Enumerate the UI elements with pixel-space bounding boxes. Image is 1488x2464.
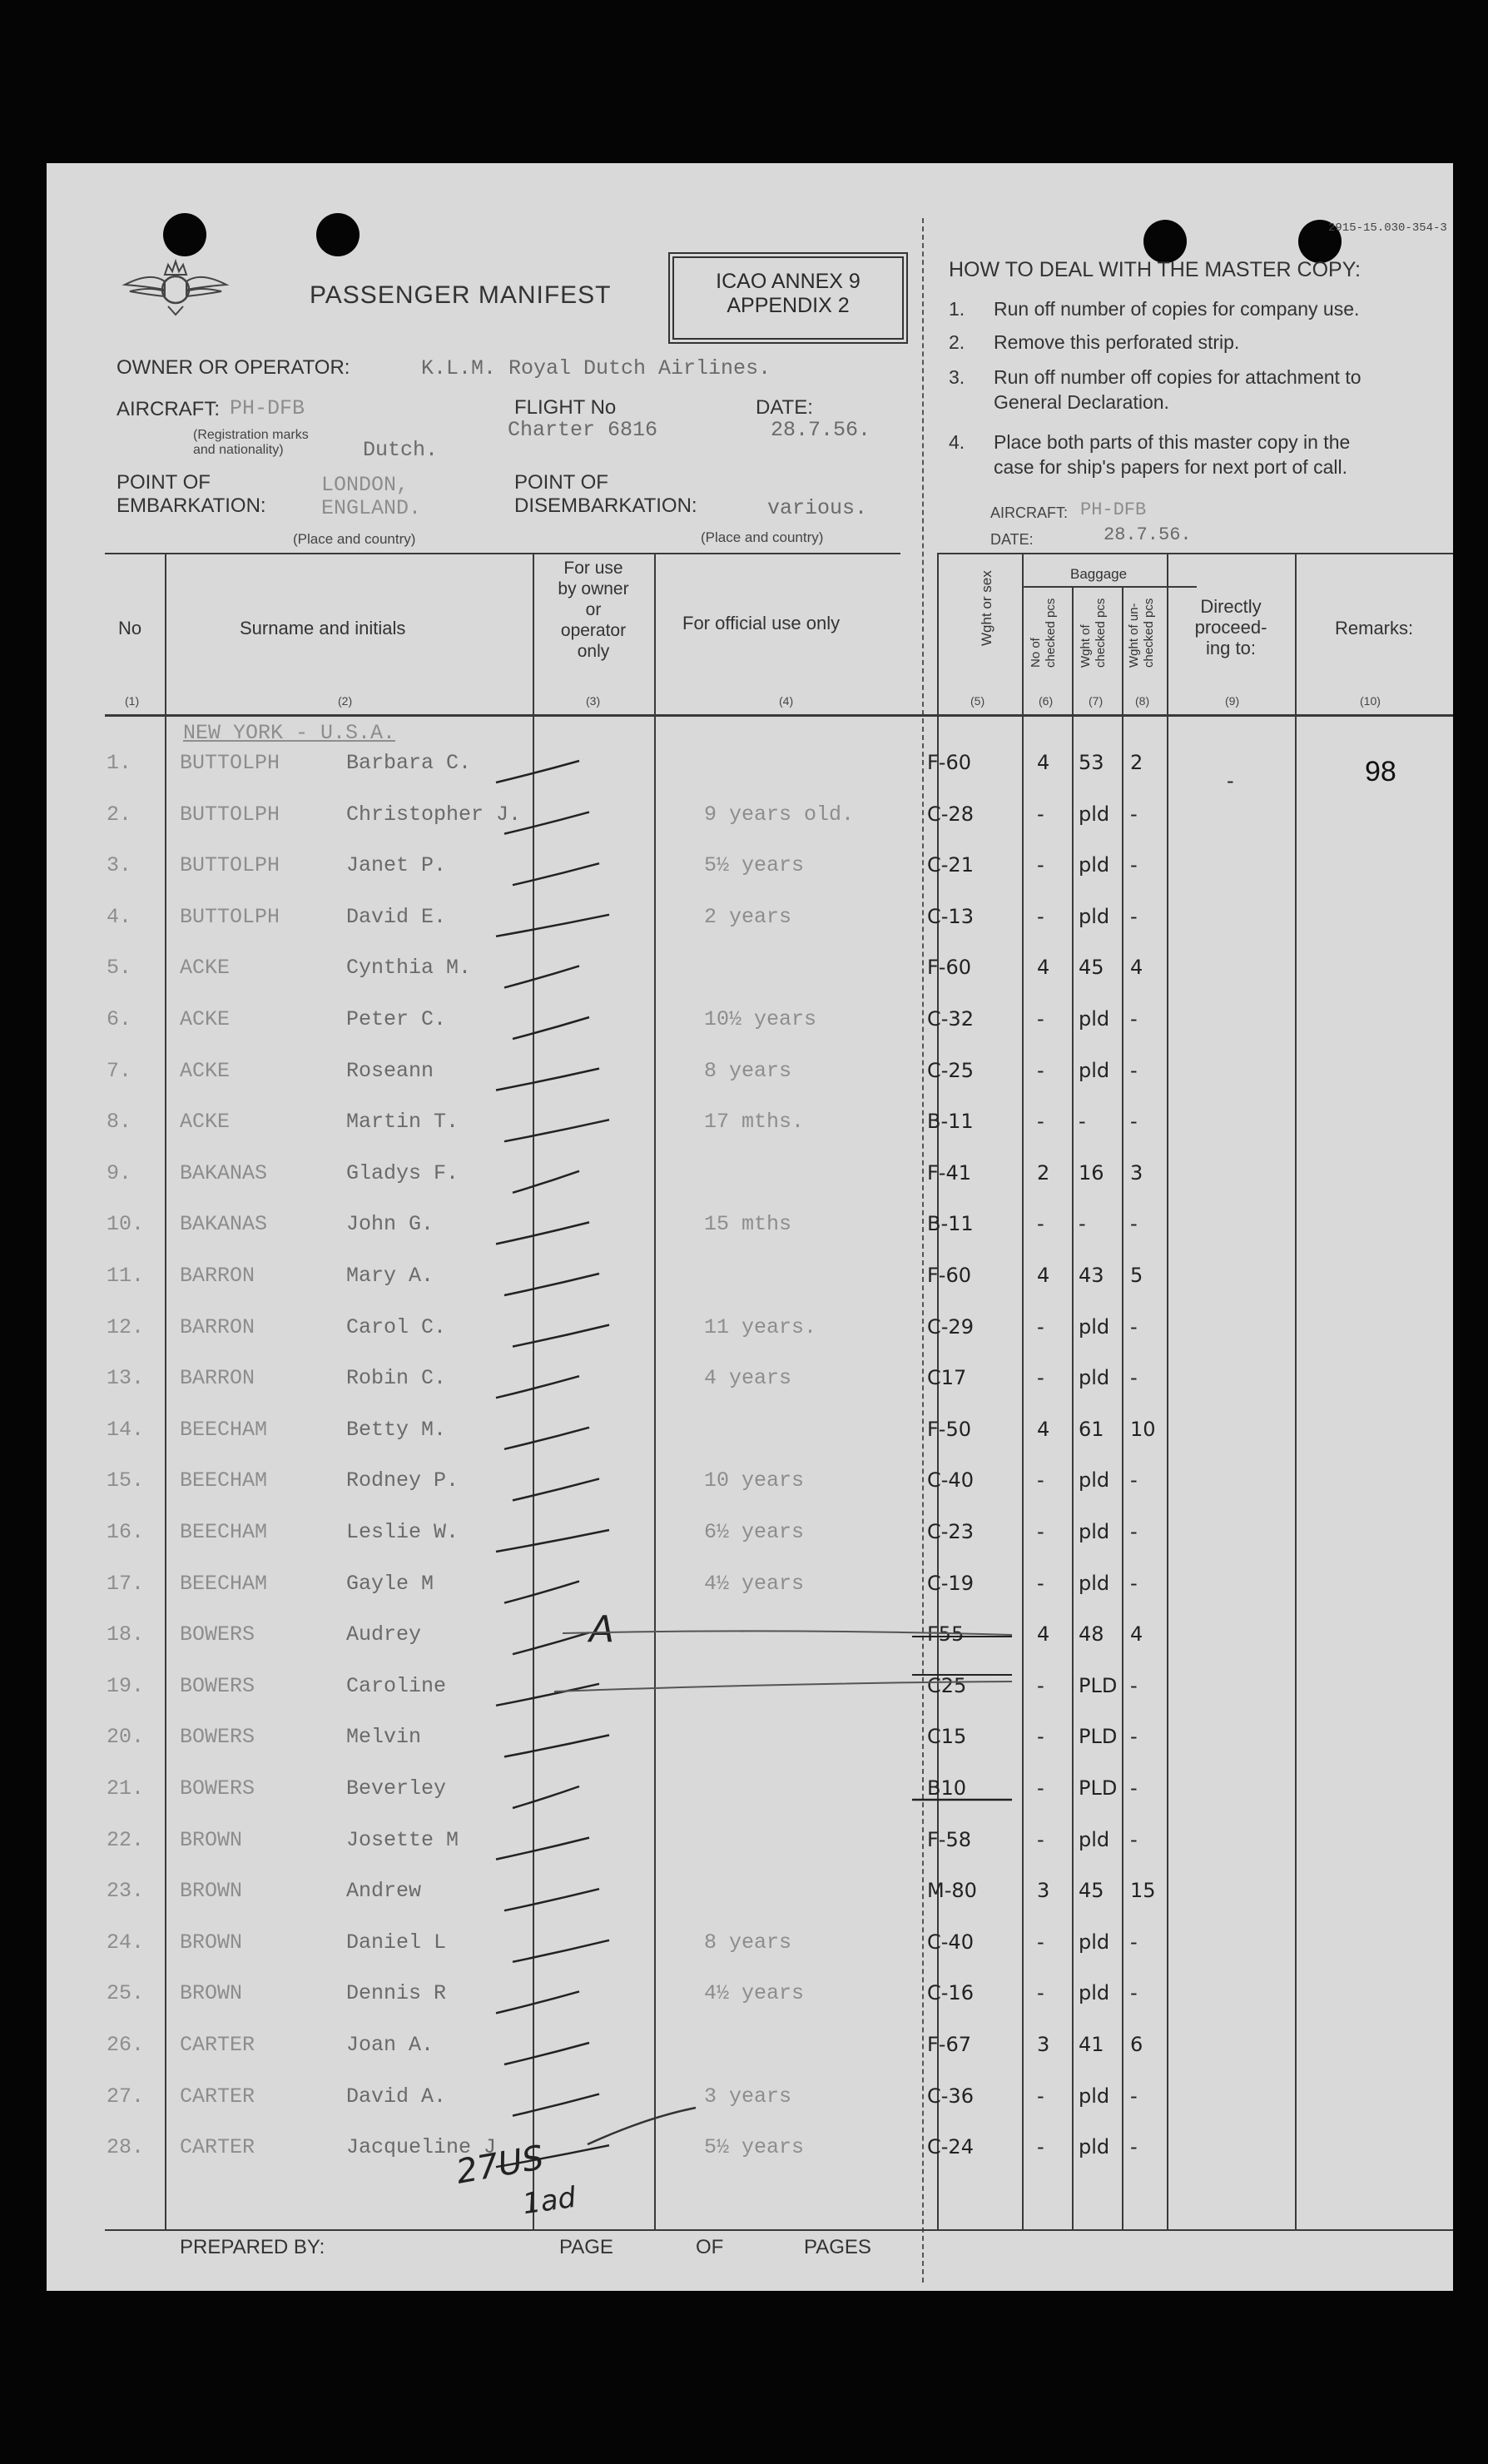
col-index: (9) [1225, 694, 1240, 708]
cell-uwt: - [1130, 1314, 1138, 1339]
col-index: (3) [586, 694, 601, 708]
cell-surname: BEECHAM [180, 1417, 268, 1442]
cell-wt: B-11 [927, 1110, 974, 1134]
embarkation-value: ENGLAND. [321, 496, 422, 520]
cell-pcs: 2 [1037, 1160, 1050, 1185]
cell-surname: BROWN [180, 1879, 243, 1904]
aircraft-nationality: Dutch. [363, 438, 439, 462]
footer-prepared-by: PREPARED BY: [180, 2236, 325, 2258]
cell-official: 15 mths [704, 1212, 792, 1237]
cell-pcs: - [1037, 1212, 1044, 1236]
cell-pcs: - [1037, 1571, 1044, 1595]
cell-initials: Cynthia M. [346, 956, 472, 981]
cell-no: 9. [107, 1160, 132, 1185]
cell-pcs: - [1037, 2084, 1044, 2108]
date-label: DATE: [756, 396, 813, 419]
cell-official: 10½ years [704, 1007, 817, 1031]
col-index: (4) [779, 694, 794, 708]
col-header-owner-use: For use by owner or operator only [558, 559, 629, 661]
cell-official: 17 mths. [704, 1110, 805, 1135]
embarkation-sub: (Place and country) [293, 531, 416, 547]
cell-no: 14. [107, 1417, 145, 1442]
cell-no: 5. [107, 956, 132, 981]
cell-pcs: - [1037, 802, 1044, 826]
cell-uwt: - [1130, 1725, 1138, 1749]
strike-lines [47, 163, 1453, 2291]
cell-wt: M-80 [927, 1879, 977, 1903]
cell-pcs: - [1037, 1468, 1044, 1493]
cell-cwt: pld [1079, 2135, 1110, 2159]
cell-surname: BAKANAS [180, 1160, 268, 1185]
cell-surname: CARTER [180, 2135, 255, 2160]
cell-surname: BOWERS [180, 1622, 255, 1647]
cell-pcs: 4 [1037, 1264, 1050, 1287]
cell-cwt: 16 [1079, 1160, 1104, 1185]
cell-initials: Robin C. [346, 1366, 447, 1391]
cell-cwt: pld [1079, 853, 1110, 877]
cell-initials: Gladys F. [346, 1160, 459, 1185]
col-header-remarks: Remarks: [1335, 618, 1414, 638]
cell-cwt: pld [1079, 802, 1110, 826]
cell-cwt: 61 [1079, 1417, 1104, 1441]
cell-surname: ACKE [180, 1007, 231, 1031]
cell-cwt: pld [1079, 904, 1110, 928]
cell-pcs: - [1037, 1366, 1044, 1390]
col-header-unchecked-wt: Wght of un- checked pcs [1127, 598, 1156, 668]
cell-no: 11. [107, 1264, 145, 1288]
cell-wt: C-28 [927, 802, 974, 826]
cell-official: 3 years [704, 2084, 792, 2109]
instruction-item: 3. Run off number off copies for attachment to General Declaration. [949, 366, 1362, 413]
cell-uwt: - [1130, 1058, 1138, 1082]
cell-wt: C-23 [927, 1520, 974, 1543]
cell-cwt: pld [1079, 1366, 1110, 1390]
cell-initials: Jacqueline J [346, 2135, 497, 2160]
cell-pcs: - [1037, 1007, 1044, 1031]
cell-wt: C-36 [927, 2084, 974, 2108]
cell-no: 15. [107, 1468, 145, 1493]
cell-initials: Andrew [346, 1879, 422, 1904]
col-header-official: For official use only [682, 613, 841, 633]
cell-no: 20. [107, 1725, 145, 1750]
col-index: (10) [1360, 694, 1381, 708]
cell-uwt: 10 [1130, 1417, 1156, 1441]
cell-pcs: - [1037, 1520, 1044, 1543]
cell-uwt: - [1130, 1673, 1138, 1697]
cell-initials: Melvin [346, 1725, 422, 1750]
instruction-item: 2. Remove this perforated strip. [949, 331, 1240, 353]
cell-surname: CARTER [180, 2033, 255, 2057]
cell-wt: C-19 [927, 1571, 974, 1595]
cell-surname: BROWN [180, 1930, 243, 1955]
cell-uwt: - [1130, 1366, 1138, 1390]
disembarkation-label: DISEMBARKATION: [514, 494, 697, 517]
flight-label: FLIGHT No [514, 396, 617, 419]
cell-wt: F-60 [927, 751, 972, 774]
cell-pcs: - [1037, 853, 1044, 877]
cell-official: 5½ years [704, 2135, 805, 2160]
cell-surname: CARTER [180, 2084, 255, 2109]
cell-uwt: 4 [1130, 956, 1143, 980]
cell-initials: Martin T. [346, 1110, 459, 1135]
directly-mark: - [1227, 769, 1234, 792]
cell-uwt: - [1130, 1212, 1138, 1236]
instruction-item: 4. Place both parts of this master copy in the case for ship's papers for next port of call. [949, 431, 1351, 478]
cell-initials: Rodney P. [346, 1468, 459, 1493]
cell-wt: C25 [927, 1673, 967, 1697]
cell-pcs: - [1037, 1827, 1044, 1851]
cell-wt: C-40 [927, 1930, 974, 1954]
cell-wt: C-32 [927, 1007, 974, 1031]
flight-value: Charter 6816 [508, 418, 658, 442]
cell-surname: BARRON [180, 1264, 255, 1288]
cell-pcs: 4 [1037, 751, 1050, 774]
cell-initials: Janet P. [346, 853, 447, 878]
instructions-title: HOW TO DEAL WITH THE MASTER COPY: [949, 258, 1361, 281]
cell-wt: C-25 [927, 1058, 974, 1082]
cell-official: 11 years. [704, 1314, 817, 1339]
cell-no: 25. [107, 1981, 145, 2006]
aircraft-sub: (Registration marks [193, 428, 309, 442]
footer-pages: PAGES [804, 2236, 871, 2258]
cell-no: 4. [107, 904, 132, 929]
cell-surname: BUTTOLPH [180, 802, 280, 827]
cell-cwt: pld [1079, 1007, 1110, 1031]
strip-aircraft-label: AIRCRAFT: [990, 504, 1069, 521]
cell-uwt: - [1130, 1110, 1138, 1134]
cell-pcs: - [1037, 1725, 1044, 1749]
footer-page: PAGE [559, 2236, 613, 2258]
cell-pcs: - [1037, 904, 1044, 928]
cell-pcs: - [1037, 1058, 1044, 1082]
page-title: PASSENGER MANIFEST [310, 281, 612, 309]
col-index: (6) [1039, 694, 1054, 708]
cell-no: 6. [107, 1007, 132, 1031]
cell-official: 4 years [704, 1366, 792, 1391]
cell-cwt: pld [1079, 1468, 1110, 1493]
cell-initials: David E. [346, 904, 447, 929]
cell-wt: C-29 [927, 1314, 974, 1339]
cell-no: 28. [107, 2135, 145, 2160]
annex-line: ICAO ANNEX 9 [716, 270, 861, 293]
cell-wt: F55 [927, 1622, 965, 1647]
col-header-baggage: Baggage [1070, 566, 1128, 582]
cell-no: 17. [107, 1571, 145, 1596]
cell-cwt: pld [1079, 2084, 1110, 2108]
date-value: 28.7.56. [771, 418, 871, 442]
cell-no: 10. [107, 1212, 145, 1237]
cell-surname: BEECHAM [180, 1520, 268, 1544]
cell-no: 24. [107, 1930, 145, 1955]
cell-no: 13. [107, 1366, 145, 1391]
cell-pcs: 4 [1037, 1417, 1050, 1441]
cell-uwt: 5 [1130, 1264, 1143, 1287]
cell-cwt: 41 [1079, 2033, 1104, 2056]
cell-no: 3. [107, 853, 132, 878]
cell-cwt: pld [1079, 1981, 1110, 2005]
col-index: (1) [125, 694, 140, 708]
cell-no: 7. [107, 1058, 132, 1083]
cell-official: 6½ years [704, 1520, 805, 1544]
cell-wt: C-24 [927, 2135, 974, 2159]
cell-no: 16. [107, 1520, 145, 1544]
cell-cwt: pld [1079, 1930, 1110, 1954]
cell-wt: C17 [927, 1366, 967, 1390]
cell-uwt: - [1130, 1571, 1138, 1595]
cell-no: 1. [107, 751, 132, 775]
col-index: (5) [970, 694, 985, 708]
cell-official: 9 years old. [704, 802, 855, 827]
cell-initials: Christopher J. [346, 802, 522, 827]
cell-pcs: - [1037, 1314, 1044, 1339]
cell-cwt: pld [1079, 1314, 1110, 1339]
cell-initials: Gayle M [346, 1571, 434, 1596]
col-header-surname: Surname and initials [240, 618, 406, 638]
cell-pcs: - [1037, 2135, 1044, 2159]
cell-surname: BARRON [180, 1366, 255, 1391]
cell-wt: C-16 [927, 1981, 974, 2005]
annotation-a: A [589, 1608, 615, 1651]
cell-initials: Josette M [346, 1827, 459, 1852]
strip-date-value: 28.7.56. [1104, 524, 1192, 545]
cell-wt: F-50 [927, 1417, 972, 1441]
cell-initials: Carol C. [346, 1314, 447, 1339]
cell-surname: BAKANAS [180, 1212, 268, 1237]
cell-uwt: - [1130, 2135, 1138, 2159]
cell-official: 8 years [704, 1930, 792, 1955]
cell-official: 4½ years [704, 1981, 805, 2006]
strip-aircraft-value: PH-DFB [1080, 499, 1147, 520]
cell-initials: Beverley [346, 1776, 447, 1801]
cell-uwt: - [1130, 1007, 1138, 1031]
form-number: 2915-15.030-354-3 [1328, 221, 1447, 235]
strip-date-label: DATE: [990, 531, 1034, 548]
cell-initials: Caroline [346, 1673, 447, 1698]
cell-uwt: 2 [1130, 751, 1143, 774]
handwritten-sub: 1ad [520, 2180, 578, 2222]
col-index: (8) [1135, 694, 1150, 708]
cell-wt: C-21 [927, 853, 974, 877]
cell-surname: ACKE [180, 956, 231, 981]
cell-cwt: pld [1079, 1520, 1110, 1543]
cell-surname: ACKE [180, 1110, 231, 1135]
cell-wt: F-58 [927, 1827, 972, 1851]
cell-no: 27. [107, 2084, 145, 2109]
cell-initials: Barbara C. [346, 751, 472, 775]
disembarkation-sub: (Place and country) [701, 529, 824, 545]
cell-surname: BROWN [180, 1827, 243, 1852]
aircraft-sub: and nationality) [193, 443, 284, 457]
cell-cwt: 43 [1079, 1264, 1104, 1287]
cell-official: 5½ years [704, 853, 805, 878]
col-index: (7) [1089, 694, 1104, 708]
cell-wt: B-11 [927, 1212, 974, 1236]
cell-pcs: - [1037, 1110, 1044, 1134]
aircraft-value: PH-DFB [230, 396, 305, 420]
cell-official: 2 years [704, 904, 792, 929]
cell-uwt: 15 [1130, 1879, 1156, 1903]
cell-cwt: - [1079, 1110, 1086, 1134]
cell-official: 8 years [704, 1058, 792, 1083]
manifest-page [47, 163, 1453, 2291]
cell-initials: Daniel L [346, 1930, 447, 1955]
col-header-directly: Directly proceed- ing to: [1194, 596, 1267, 658]
cell-pcs: 3 [1037, 2033, 1050, 2056]
cell-wt: C-13 [927, 904, 974, 928]
appendix-line: APPENDIX 2 [727, 294, 850, 317]
disembarkation-label: POINT OF [514, 471, 608, 494]
cell-uwt: - [1130, 1520, 1138, 1543]
cell-cwt: pld [1079, 1571, 1110, 1595]
cell-no: 2. [107, 802, 132, 827]
cell-surname: BEECHAM [180, 1571, 268, 1596]
col-index: (2) [338, 694, 353, 708]
cell-uwt: 6 [1130, 2033, 1143, 2056]
cell-initials: John G. [346, 1212, 434, 1237]
cell-no: 26. [107, 2033, 145, 2057]
cell-uwt: - [1130, 904, 1138, 928]
cell-initials: Mary A. [346, 1264, 434, 1288]
col-header-no: No [118, 618, 142, 638]
aircraft-label: AIRCRAFT: [117, 398, 221, 420]
cell-surname: BUTTOLPH [180, 751, 280, 775]
embarkation-value: LONDON, [321, 473, 409, 497]
cell-pcs: 4 [1037, 956, 1050, 980]
instruction-item: 1. Run off number of copies for company use. [949, 298, 1360, 320]
cell-pcs: - [1037, 1930, 1044, 1954]
cell-no: 18. [107, 1622, 145, 1647]
cell-uwt: - [1130, 2084, 1138, 2108]
cell-pcs: - [1037, 1673, 1044, 1697]
cell-surname: BOWERS [180, 1673, 255, 1698]
cell-no: 19. [107, 1673, 145, 1698]
cell-wt: F-60 [927, 956, 972, 980]
cell-wt: C-40 [927, 1468, 974, 1493]
col-header-checked-wt: Wght of checked pcs [1079, 598, 1108, 668]
cell-no: 12. [107, 1314, 145, 1339]
cell-surname: BEECHAM [180, 1468, 268, 1493]
cell-no: 8. [107, 1110, 132, 1135]
cell-pcs: 3 [1037, 1879, 1050, 1903]
cell-uwt: - [1130, 1981, 1138, 2005]
cell-cwt: pld [1079, 1058, 1110, 1082]
cell-no: 23. [107, 1879, 145, 1904]
cell-surname: BUTTOLPH [180, 904, 280, 929]
cell-surname: BOWERS [180, 1776, 255, 1801]
embarkation-label: POINT OF [117, 471, 211, 494]
col-header-checked-pcs: No of checked pcs [1029, 598, 1058, 668]
disembarkation-value: various. [767, 496, 868, 520]
cell-initials: David A. [346, 2084, 447, 2109]
cell-initials: Leslie W. [346, 1520, 459, 1544]
cell-initials: Betty M. [346, 1417, 447, 1442]
cell-pcs: 4 [1037, 1622, 1050, 1647]
cell-no: 21. [107, 1776, 145, 1801]
cell-uwt: 4 [1130, 1622, 1143, 1647]
cell-wt: C15 [927, 1725, 967, 1749]
col-header-weight-sex: Wght or sex [979, 570, 994, 646]
cell-cwt: 45 [1079, 1879, 1104, 1903]
cell-cwt: - [1079, 1212, 1086, 1236]
cell-uwt: - [1130, 1930, 1138, 1954]
cell-uwt: 3 [1130, 1160, 1143, 1185]
cell-surname: BOWERS [180, 1725, 255, 1750]
cell-surname: BARRON [180, 1314, 255, 1339]
cell-no: 22. [107, 1827, 145, 1852]
owner-value: K.L.M. Royal Dutch Airlines. [421, 356, 771, 380]
handwritten-total: 27US [453, 2139, 547, 2192]
cell-initials: Audrey [346, 1622, 422, 1647]
cell-surname: BUTTOLPH [180, 853, 280, 878]
cell-pcs: - [1037, 1981, 1044, 2005]
footer-of: OF [696, 2236, 724, 2258]
cell-wt: F-60 [927, 1264, 972, 1287]
cell-wt: F-41 [927, 1160, 972, 1185]
cell-official: 4½ years [704, 1571, 805, 1596]
cell-surname: BROWN [180, 1981, 243, 2006]
destination-heading: NEW YORK - U.S.A. [183, 721, 396, 745]
cell-uwt: - [1130, 853, 1138, 877]
cell-uwt: - [1130, 1776, 1138, 1800]
cell-cwt: PLD [1079, 1673, 1118, 1697]
cell-uwt: - [1130, 802, 1138, 826]
cell-cwt: 48 [1079, 1622, 1104, 1647]
cell-wt: F-67 [927, 2033, 972, 2056]
cell-cwt: 53 [1079, 751, 1104, 774]
cell-uwt: - [1130, 1827, 1138, 1851]
owner-label: OWNER OR OPERATOR: [117, 356, 350, 379]
cell-wt: B10 [927, 1776, 967, 1800]
cell-surname: ACKE [180, 1058, 231, 1083]
cell-pcs: - [1037, 1776, 1044, 1800]
cell-cwt: pld [1079, 1827, 1110, 1851]
cell-initials: Joan A. [346, 2033, 434, 2057]
cell-initials: Peter C. [346, 1007, 447, 1031]
cell-cwt: PLD [1079, 1725, 1118, 1749]
cell-official: 10 years [704, 1468, 805, 1493]
cell-initials: Roseann [346, 1058, 434, 1083]
remark-number: 98 [1365, 756, 1396, 787]
cell-uwt: - [1130, 1468, 1138, 1493]
embarkation-label: EMBARKATION: [117, 494, 266, 517]
cell-cwt: 45 [1079, 956, 1104, 980]
cell-initials: Dennis R [346, 1981, 447, 2006]
cell-cwt: PLD [1079, 1776, 1118, 1800]
